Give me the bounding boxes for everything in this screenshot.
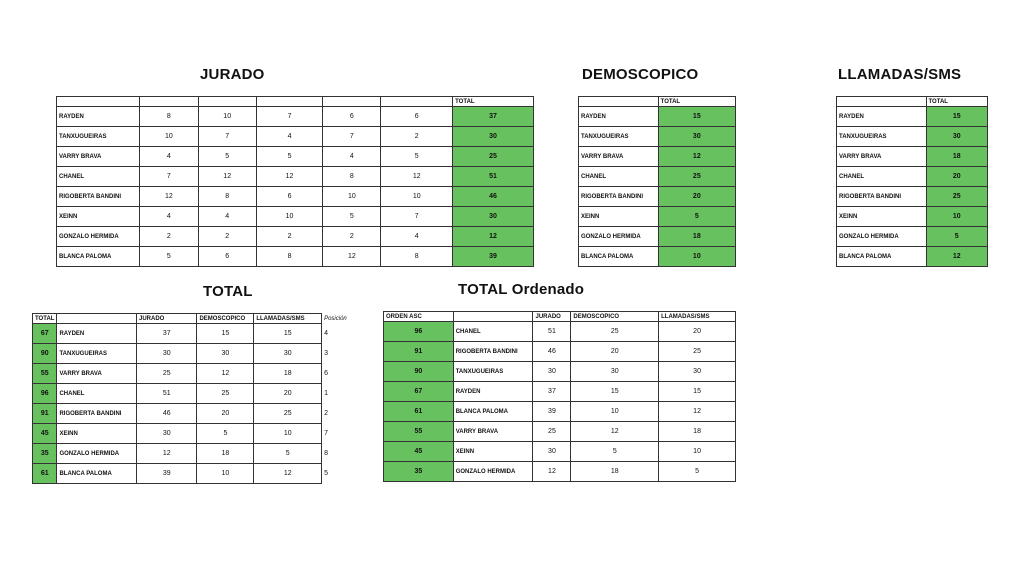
jury-score: 6 — [381, 107, 453, 127]
sorted-total-cell: 96 — [384, 322, 454, 342]
llamadas-value: 5 — [254, 444, 322, 464]
contestant-name: CHANEL — [837, 167, 927, 187]
jury-score: 6 — [323, 107, 381, 127]
ordenado-col-llamadas-header: LLAMADAS/SMS — [659, 312, 736, 322]
contestant-name: TANXUGUEIRAS — [57, 344, 137, 364]
llamadas-total-header: TOTAL — [926, 97, 988, 107]
jurado-value: 25 — [136, 364, 196, 384]
contestant-name: XEINN — [57, 207, 140, 227]
sorted-total-cell: 61 — [384, 402, 454, 422]
ordenado-header-row — [384, 312, 736, 322]
ordenado-col-jurado-header: JURADO — [533, 312, 571, 322]
title-total: TOTAL — [203, 283, 253, 300]
jury-score: 7 — [381, 207, 453, 227]
jury-score: 2 — [381, 127, 453, 147]
llamadas-row — [837, 247, 988, 267]
demoscopico-total-cell: 5 — [658, 207, 735, 227]
demoscopico-total-header: TOTAL — [658, 97, 735, 107]
demoscopico-value: 20 — [197, 404, 254, 424]
llamadas-total-cell: 12 — [926, 247, 988, 267]
contestant-name: XEINN — [453, 442, 533, 462]
jurado-total-cell: 12 — [453, 227, 534, 247]
position-value: 6 — [324, 370, 328, 377]
jury-score: 2 — [139, 227, 198, 247]
contestant-name: RIGOBERTA BANDINI — [57, 187, 140, 207]
sorted-total-cell: 55 — [384, 422, 454, 442]
jurado-value: 39 — [533, 402, 571, 422]
jurado-value: 51 — [533, 322, 571, 342]
demoscopico-value: 15 — [197, 324, 254, 344]
demoscopico-row — [579, 127, 736, 147]
jury-score: 7 — [323, 127, 381, 147]
position-value: 2 — [324, 410, 328, 417]
contestant-name: RAYDEN — [57, 107, 140, 127]
demoscopico-value: 25 — [197, 384, 254, 404]
demoscopico-value: 15 — [571, 382, 659, 402]
position-value: 5 — [324, 470, 328, 477]
llamadas-row — [837, 187, 988, 207]
demoscopico-value: 12 — [571, 422, 659, 442]
position-value: 1 — [324, 390, 328, 397]
demoscopico-value: 10 — [571, 402, 659, 422]
jury-score: 10 — [198, 107, 256, 127]
jury-score: 7 — [256, 107, 323, 127]
demoscopico-header-row — [579, 97, 736, 107]
grand-total-cell: 91 — [33, 404, 57, 424]
jurado-value: 46 — [533, 342, 571, 362]
demoscopico-value: 20 — [571, 342, 659, 362]
llamadas-value: 5 — [659, 462, 736, 482]
contestant-name: VARRY BRAVA — [453, 422, 533, 442]
jury-score: 10 — [323, 187, 381, 207]
contestant-name: RAYDEN — [837, 107, 927, 127]
jurado-row — [57, 167, 534, 187]
contestant-name: RIGOBERTA BANDINI — [837, 187, 927, 207]
contestant-name: CHANEL — [57, 167, 140, 187]
llamadas-row — [837, 167, 988, 187]
position-value: 3 — [324, 350, 328, 357]
total-row — [33, 344, 356, 364]
jury-score: 2 — [256, 227, 323, 247]
demoscopico-total-cell: 12 — [658, 147, 735, 167]
jury-score: 7 — [198, 127, 256, 147]
demoscopico-row — [579, 147, 736, 167]
llamadas-value: 15 — [659, 382, 736, 402]
contestant-name: BLANCA PALOMA — [57, 247, 140, 267]
total-row — [33, 324, 356, 344]
ordenado-col-demoscopico-header: DEMOSCOPICO — [571, 312, 659, 322]
jurado-value: 37 — [533, 382, 571, 402]
jury-score: 5 — [198, 147, 256, 167]
jurado-row — [57, 127, 534, 147]
demoscopico-row — [579, 167, 736, 187]
demoscopico-value: 5 — [197, 424, 254, 444]
ordenado-row — [384, 442, 736, 462]
jurado-total-cell: 30 — [453, 127, 534, 147]
title-total-ordenado: TOTAL Ordenado — [458, 281, 585, 298]
jury-score: 8 — [256, 247, 323, 267]
jurado-total-header: TOTAL — [453, 97, 534, 107]
llamadas-total-cell: 30 — [926, 127, 988, 147]
contestant-name: BLANCA PALOMA — [837, 247, 927, 267]
jurado-header-row — [57, 97, 534, 107]
position-value: 4 — [324, 330, 328, 337]
demoscopico-total-cell: 10 — [658, 247, 735, 267]
jurado-value: 25 — [533, 422, 571, 442]
demoscopico-row — [579, 227, 736, 247]
jury-score: 12 — [381, 167, 453, 187]
contestant-name: XEINN — [837, 207, 927, 227]
total-row — [33, 424, 356, 444]
llamadas-value: 18 — [659, 422, 736, 442]
demoscopico-value: 25 — [571, 322, 659, 342]
jurado-value: 51 — [136, 384, 196, 404]
ordenado-table — [383, 311, 736, 482]
llamadas-value: 25 — [659, 342, 736, 362]
jurado-value: 12 — [136, 444, 196, 464]
demoscopico-row — [579, 107, 736, 127]
sorted-total-cell: 45 — [384, 442, 454, 462]
jury-score: 8 — [139, 107, 198, 127]
jury-score: 10 — [139, 127, 198, 147]
total-col-total-header: TOTAL — [33, 314, 57, 324]
grand-total-cell: 45 — [33, 424, 57, 444]
jurado-value: 39 — [136, 464, 196, 484]
contestant-name: TANXUGUEIRAS — [579, 127, 659, 147]
total-col-posicion-header: Posición — [324, 315, 347, 322]
jury-score: 4 — [198, 207, 256, 227]
contestant-name: XEINN — [57, 424, 137, 444]
llamadas-total-cell: 5 — [926, 227, 988, 247]
llamadas-value: 12 — [659, 402, 736, 422]
demoscopico-total-cell: 18 — [658, 227, 735, 247]
contestant-name: RIGOBERTA BANDINI — [453, 342, 533, 362]
jurado-row — [57, 227, 534, 247]
llamadas-value: 30 — [254, 344, 322, 364]
jurado-total-cell: 39 — [453, 247, 534, 267]
contestant-name: CHANEL — [579, 167, 659, 187]
jury-score: 12 — [323, 247, 381, 267]
contestant-name: GONZALO HERMIDA — [57, 227, 140, 247]
demoscopico-total-cell: 25 — [658, 167, 735, 187]
contestant-name: TANXUGUEIRAS — [837, 127, 927, 147]
llamadas-value: 18 — [254, 364, 322, 384]
llamadas-row — [837, 227, 988, 247]
total-table — [32, 313, 356, 484]
llamadas-value: 20 — [254, 384, 322, 404]
jurado-value: 37 — [136, 324, 196, 344]
grand-total-cell: 61 — [33, 464, 57, 484]
position-value: 7 — [324, 430, 328, 437]
jury-score: 12 — [256, 167, 323, 187]
jury-score: 8 — [198, 187, 256, 207]
grand-total-cell: 67 — [33, 324, 57, 344]
jury-score: 4 — [381, 227, 453, 247]
jurado-total-cell: 37 — [453, 107, 534, 127]
jurado-row — [57, 187, 534, 207]
contestant-name: GONZALO HERMIDA — [453, 462, 533, 482]
jury-score: 5 — [381, 147, 453, 167]
llamadas-value: 20 — [659, 322, 736, 342]
jury-score: 4 — [323, 147, 381, 167]
ordenado-row — [384, 462, 736, 482]
jury-score: 10 — [256, 207, 323, 227]
contestant-name: CHANEL — [453, 322, 533, 342]
llamadas-header-row — [837, 97, 988, 107]
contestant-name: RIGOBERTA BANDINI — [57, 404, 137, 424]
demoscopico-row — [579, 187, 736, 207]
contestant-name: XEINN — [579, 207, 659, 227]
demoscopico-value: 10 — [197, 464, 254, 484]
ordenado-row — [384, 362, 736, 382]
contestant-name: BLANCA PALOMA — [453, 402, 533, 422]
title-demoscopico: DEMOSCOPICO — [582, 66, 699, 83]
llamadas-row — [837, 207, 988, 227]
jurado-row — [57, 107, 534, 127]
ordenado-row — [384, 382, 736, 402]
jury-score: 2 — [323, 227, 381, 247]
jurado-total-cell: 46 — [453, 187, 534, 207]
jury-score: 4 — [139, 147, 198, 167]
jurado-row — [57, 207, 534, 227]
jury-score: 4 — [256, 127, 323, 147]
jury-score: 2 — [198, 227, 256, 247]
jurado-value: 30 — [136, 344, 196, 364]
llamadas-value: 30 — [659, 362, 736, 382]
contestant-name: BLANCA PALOMA — [579, 247, 659, 267]
sorted-total-cell: 91 — [384, 342, 454, 362]
jury-score: 6 — [256, 187, 323, 207]
contestant-name: GONZALO HERMIDA — [57, 444, 137, 464]
llamadas-total-cell: 18 — [926, 147, 988, 167]
demoscopico-total-cell: 15 — [658, 107, 735, 127]
demoscopico-value: 18 — [571, 462, 659, 482]
demoscopico-total-cell: 20 — [658, 187, 735, 207]
demoscopico-row — [579, 247, 736, 267]
total-row — [33, 464, 356, 484]
contestant-name: RIGOBERTA BANDINI — [579, 187, 659, 207]
total-row — [33, 444, 356, 464]
ordenado-row — [384, 322, 736, 342]
llamadas-total-cell: 10 — [926, 207, 988, 227]
llamadas-total-cell: 20 — [926, 167, 988, 187]
contestant-name: VARRY BRAVA — [837, 147, 927, 167]
grand-total-cell: 35 — [33, 444, 57, 464]
jurado-row — [57, 147, 534, 167]
sorted-total-cell: 67 — [384, 382, 454, 402]
demoscopico-row — [579, 207, 736, 227]
demoscopico-value: 18 — [197, 444, 254, 464]
llamadas-row — [837, 147, 988, 167]
jury-score: 12 — [198, 167, 256, 187]
grand-total-cell: 90 — [33, 344, 57, 364]
jury-score: 6 — [198, 247, 256, 267]
jurado-total-cell: 51 — [453, 167, 534, 187]
llamadas-value: 25 — [254, 404, 322, 424]
demoscopico-value: 12 — [197, 364, 254, 384]
jurado-value: 12 — [533, 462, 571, 482]
title-jurado: JURADO — [200, 66, 265, 83]
total-row — [33, 404, 356, 424]
jurado-value: 30 — [136, 424, 196, 444]
ordenado-col-orden-header: ORDEN ASC — [384, 312, 454, 322]
llamadas-value: 10 — [659, 442, 736, 462]
contestant-name: CHANEL — [57, 384, 137, 404]
jurado-value: 30 — [533, 442, 571, 462]
jurado-value: 30 — [533, 362, 571, 382]
jurado-total-cell: 25 — [453, 147, 534, 167]
total-col-jurado-header: JURADO — [136, 314, 196, 324]
contestant-name: BLANCA PALOMA — [57, 464, 137, 484]
llamadas-value: 12 — [254, 464, 322, 484]
total-col-llamadas-header: LLAMADAS/SMS — [254, 314, 322, 324]
jury-score: 8 — [381, 247, 453, 267]
jury-score: 4 — [139, 207, 198, 227]
title-llamadas: LLAMADAS/SMS — [838, 66, 962, 83]
jurado-table — [56, 96, 534, 267]
contestant-name: GONZALO HERMIDA — [837, 227, 927, 247]
sorted-total-cell: 35 — [384, 462, 454, 482]
ordenado-row — [384, 402, 736, 422]
llamadas-value: 15 — [254, 324, 322, 344]
demoscopico-value: 30 — [197, 344, 254, 364]
demoscopico-total-cell: 30 — [658, 127, 735, 147]
total-header-row — [33, 314, 356, 324]
jury-score: 7 — [139, 167, 198, 187]
grand-total-cell: 96 — [33, 384, 57, 404]
contestant-name: TANXUGUEIRAS — [57, 127, 140, 147]
demoscopico-value: 5 — [571, 442, 659, 462]
contestant-name: RAYDEN — [57, 324, 137, 344]
contestant-name: TANXUGUEIRAS — [453, 362, 533, 382]
ordenado-row — [384, 422, 736, 442]
llamadas-table — [836, 96, 988, 267]
ordenado-row — [384, 342, 736, 362]
jurado-value: 46 — [136, 404, 196, 424]
llamadas-value: 10 — [254, 424, 322, 444]
sorted-total-cell: 90 — [384, 362, 454, 382]
contestant-name: RAYDEN — [579, 107, 659, 127]
demoscopico-table — [578, 96, 736, 267]
grand-total-cell: 55 — [33, 364, 57, 384]
jury-score: 5 — [139, 247, 198, 267]
demoscopico-value: 30 — [571, 362, 659, 382]
contestant-name: RAYDEN — [453, 382, 533, 402]
jurado-row — [57, 247, 534, 267]
contestant-name: GONZALO HERMIDA — [579, 227, 659, 247]
llamadas-total-cell: 25 — [926, 187, 988, 207]
jury-score: 5 — [323, 207, 381, 227]
position-value: 8 — [324, 450, 328, 457]
total-row — [33, 384, 356, 404]
jury-score: 5 — [256, 147, 323, 167]
total-col-demoscopico-header: DEMOSCOPICO — [197, 314, 254, 324]
jury-score: 8 — [323, 167, 381, 187]
jury-score: 10 — [381, 187, 453, 207]
llamadas-row — [837, 127, 988, 147]
total-row — [33, 364, 356, 384]
contestant-name: VARRY BRAVA — [579, 147, 659, 167]
jury-score: 12 — [139, 187, 198, 207]
jurado-total-cell: 30 — [453, 207, 534, 227]
contestant-name: VARRY BRAVA — [57, 364, 137, 384]
llamadas-total-cell: 15 — [926, 107, 988, 127]
contestant-name: VARRY BRAVA — [57, 147, 140, 167]
llamadas-row — [837, 107, 988, 127]
